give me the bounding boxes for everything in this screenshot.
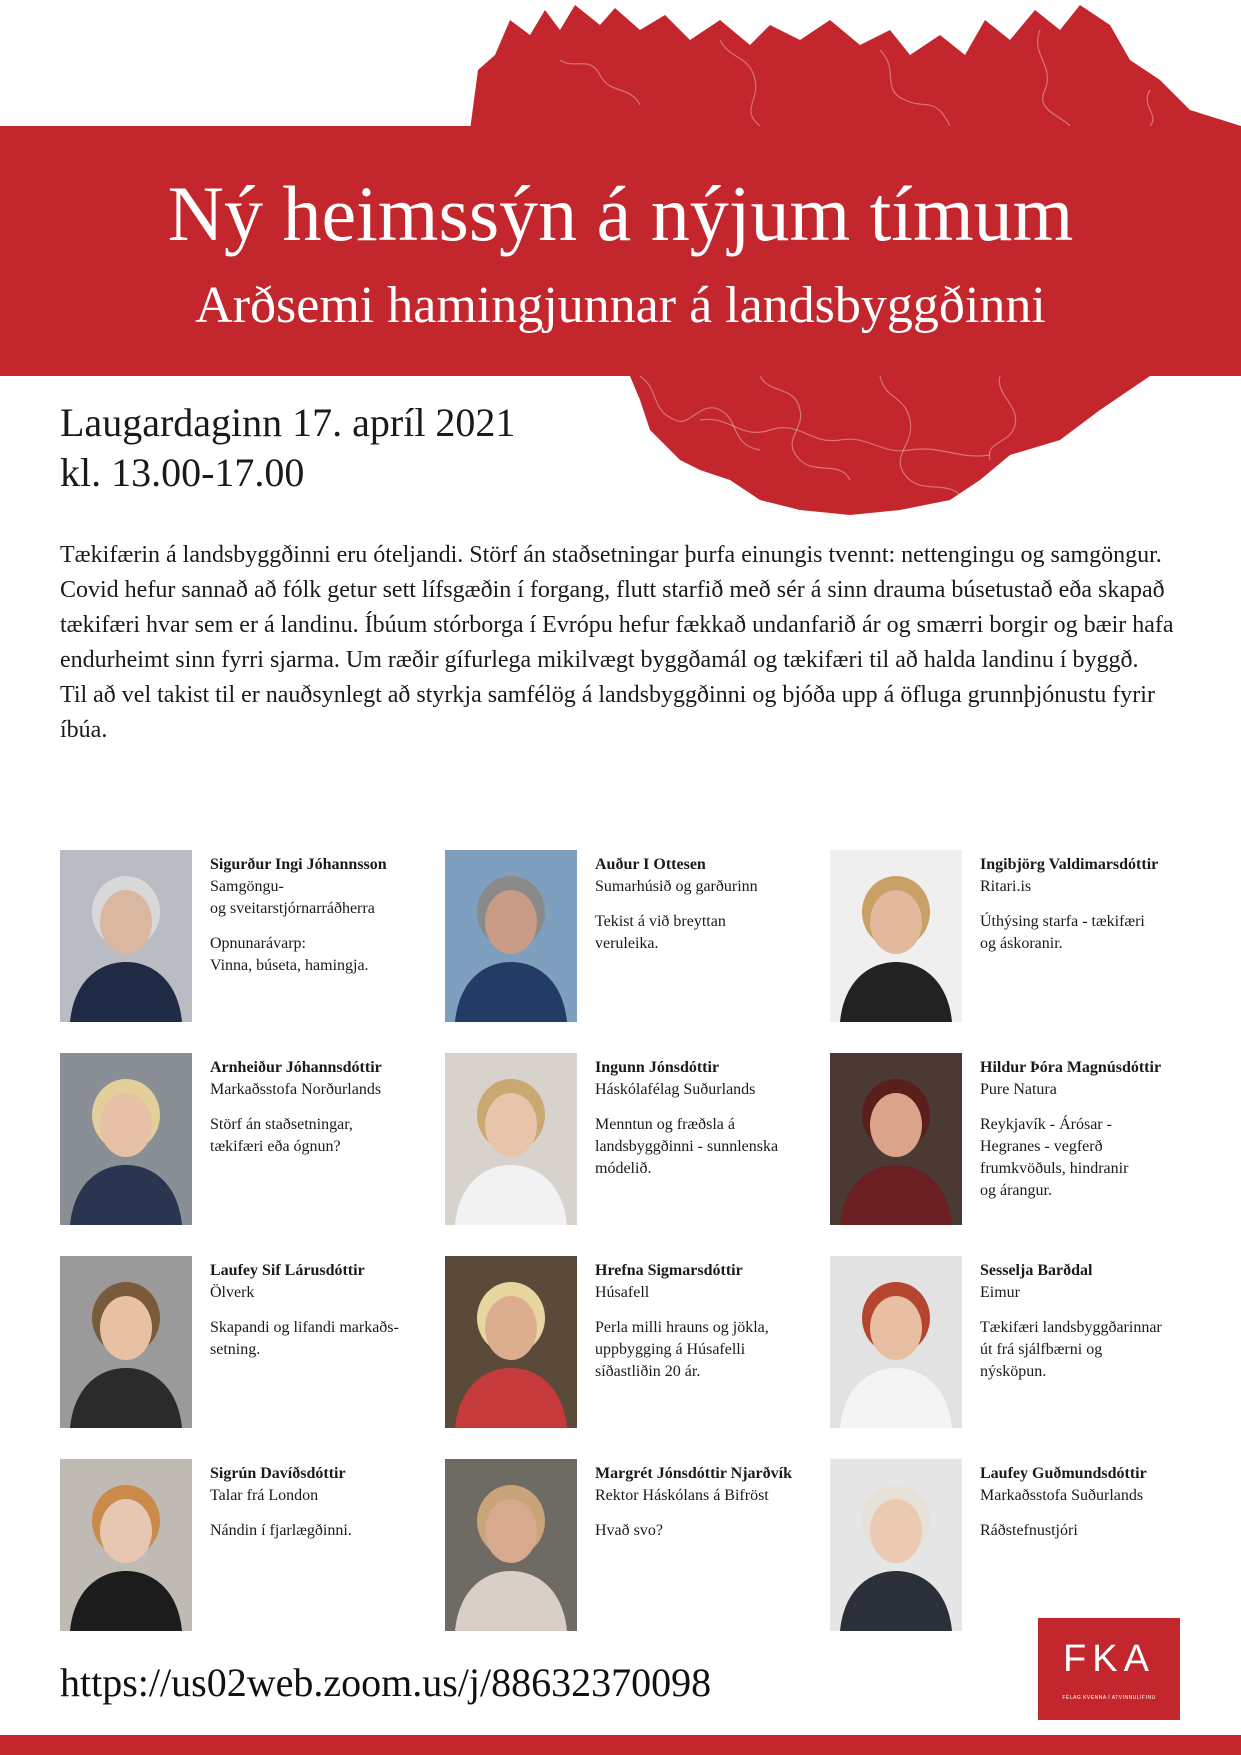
speaker-org: Markaðsstofa Norðurlands: [210, 1081, 382, 1098]
speaker-info: [595, 1057, 810, 1180]
speaker-name: Sigurður Ingi Jóhannsson: [210, 856, 387, 873]
speaker-name: Hildur Þóra Magnúsdóttir: [980, 1059, 1162, 1076]
speaker-org: Ritari.is: [980, 878, 1032, 895]
speaker-card: [830, 850, 1200, 1022]
speaker-topic: Reykjavík - Árósar - Hegranes - vegferð frumkvöðuls, hindranir og árangur.: [980, 1116, 1129, 1199]
speaker-topic: Tækifæri landsbyggðarinnar út frá sjálfbærni og nýsköpun.: [980, 1319, 1162, 1380]
speaker-photo: [445, 850, 577, 1022]
speaker-photo: [830, 1459, 962, 1631]
speaker-topic: Hvað svo?: [595, 1522, 663, 1539]
speaker-photo: [60, 1459, 192, 1631]
speaker-org: Rektor Háskólans á Bifröst: [595, 1487, 769, 1504]
speaker-name: Sesselja Barðdal: [980, 1262, 1093, 1279]
speaker-card: [830, 1256, 1200, 1428]
speaker-org: Pure Natura: [980, 1081, 1057, 1098]
speaker-name: Laufey Sif Lárusdóttir: [210, 1262, 365, 1279]
speaker-name: Auður I Ottesen: [595, 856, 706, 873]
speaker-card: [830, 1053, 1200, 1225]
speaker-info: [210, 1260, 425, 1361]
event-datetime: [60, 398, 515, 498]
speaker-photo: [830, 1053, 962, 1225]
speaker-info: [210, 854, 425, 977]
speaker-name: Ingibjörg Valdimarsdóttir: [980, 856, 1159, 873]
speaker-photo: [445, 1053, 577, 1225]
speaker-info: [980, 1057, 1195, 1202]
logo-subtext: FÉLAG KVENNA Í ATVINNULÍFINU: [1062, 1695, 1156, 1701]
speaker-photo: [445, 1256, 577, 1428]
speaker-topic: Opnunarávarp: Vinna, búseta, hamingja.: [210, 935, 369, 974]
speaker-org: Háskólafélag Suðurlands: [595, 1081, 756, 1098]
speaker-name: Ingunn Jónsdóttir: [595, 1059, 720, 1076]
speaker-card: [60, 1053, 430, 1225]
intro-paragraph: Tækifærin á landsbyggðinni eru óteljandi. Störf án staðsetningar þurfa einungis tvennt: nettengingu og samgöngur. Covid hefur sannað að fólk getur sett lífsgæðin í forgang, flutt starfið með sér á sinn drauma búsetustað eða skapað tækifæri hvar sem er á landinu. Íbúum stórborga í Evrópu hefur fækkað undanfarið ár og smærri borgir og bæir hafa endurheimt sinn fyrri sjarma. Um ræðir gífurlega mikilvægt byggðamál og tækifæri til að halda landinu í byggð.: [60, 542, 1174, 673]
speaker-org: Húsafell: [595, 1284, 650, 1301]
speaker-card: [445, 1459, 815, 1631]
speaker-card: [445, 1256, 815, 1428]
speaker-photo: [60, 850, 192, 1022]
speaker-org: Eimur: [980, 1284, 1020, 1301]
speaker-topic: Skapandi og lifandi markaðs- setning.: [210, 1319, 399, 1358]
speaker-name: Sigrún Davíðsdóttir: [210, 1465, 346, 1482]
page-title: Ný heimssýn á nýjum tímum: [167, 170, 1074, 257]
speaker-topic: Tekist á við breyttan veruleika.: [595, 913, 726, 952]
speaker-name: Laufey Guðmundsdóttir: [980, 1465, 1147, 1482]
speaker-name: Hrefna Sigmarsdóttir: [595, 1262, 743, 1279]
speaker-info: [210, 1463, 425, 1542]
speaker-topic: Ráðstefnustjóri: [980, 1522, 1078, 1539]
speaker-photo: [830, 1256, 962, 1428]
speaker-photo: [60, 1053, 192, 1225]
speaker-name: Margrét Jónsdóttir Njarðvík: [595, 1465, 792, 1482]
speaker-org: Markaðsstofa Suðurlands: [980, 1487, 1144, 1504]
footer-bar: [0, 1735, 1241, 1755]
page-subtitle: Arðsemi hamingjunnar á landsbyggðinni: [195, 277, 1046, 334]
speaker-info: [595, 854, 810, 955]
speaker-topic: Perla milli hrauns og jökla, uppbygging á Húsafelli síðastliðin 20 ár.: [595, 1319, 769, 1380]
speaker-info: [980, 1463, 1195, 1542]
speaker-card: [445, 850, 815, 1022]
speaker-org: Talar frá London: [210, 1487, 319, 1504]
speaker-card: [445, 1053, 815, 1225]
speaker-photo: [445, 1459, 577, 1631]
event-time: kl. 13.00-17.00: [60, 450, 305, 495]
speaker-photo: [830, 850, 962, 1022]
fka-logo: [1038, 1618, 1180, 1720]
intro-paragraph: Til að vel takist til er nauðsynlegt að styrkja samfélög á landsbyggðinni og bjóða upp á öfluga grunnþjónustu fyrir íbúa.: [60, 682, 1155, 743]
speaker-info: [980, 854, 1195, 955]
speaker-org: Samgöngu- og sveitarstjórnarráðherra: [210, 878, 375, 917]
logo-text: FKA: [1063, 1638, 1155, 1680]
speaker-topic: Nándin í fjarlægðinni.: [210, 1522, 352, 1539]
speaker-card: [60, 1256, 430, 1428]
speaker-org: Sumarhúsið og garðurinn: [595, 878, 758, 895]
speaker-card: [60, 850, 430, 1022]
speaker-info: [595, 1463, 810, 1542]
speaker-name: Arnheiður Jóhannsdóttir: [210, 1059, 382, 1076]
speaker-topic: Úthýsing starfa - tækifæri og áskoranir.: [980, 913, 1145, 952]
speaker-photo: [60, 1256, 192, 1428]
speaker-card: [830, 1459, 1200, 1631]
zoom-link[interactable]: https://us02web.zoom.us/j/88632370098: [60, 1660, 712, 1705]
speaker-card: [60, 1459, 430, 1631]
speaker-info: [595, 1260, 810, 1383]
speaker-info: [980, 1260, 1195, 1383]
intro-text: [60, 538, 1190, 748]
speaker-topic: Störf án staðsetningar, tækifæri eða ógnun?: [210, 1116, 353, 1155]
speaker-info: [210, 1057, 425, 1158]
event-date: Laugardaginn 17. apríl 2021: [60, 400, 516, 445]
speaker-topic: Menntun og fræðsla á landsbyggðinni - sunnlenska módelið.: [595, 1116, 779, 1177]
speaker-org: Ölverk: [210, 1284, 255, 1301]
